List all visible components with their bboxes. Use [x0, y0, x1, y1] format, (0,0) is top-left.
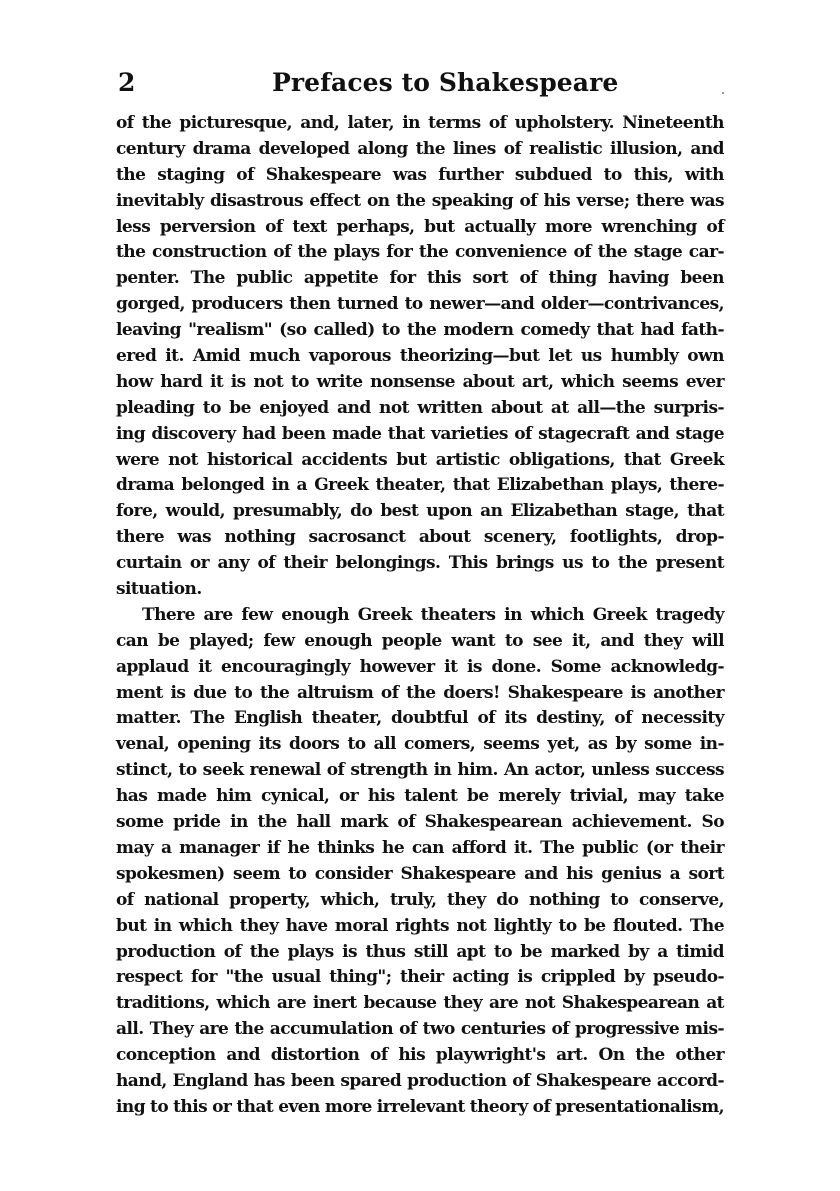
text-line: of national property, which, truly, they do nothing to conserve, — [116, 889, 724, 910]
text-line: has made him cynical, or his talent be merely trivial, may take — [116, 786, 724, 807]
text-line: were not historical accidents but artistic obligations, that Greek — [116, 449, 724, 470]
text-line: century drama developed along the lines of realistic illusion, and — [116, 138, 724, 159]
text-line: applaud it encouragingly however it is done. Some acknowledg- — [116, 656, 724, 677]
text-line: ing to this or that even more irrelevant theory of presentationalism, — [116, 1096, 724, 1117]
text-line: penter. The public appetite for this sort of thing having been — [116, 268, 724, 289]
text-line: fore, would, presumably, do best upon an Elizabethan stage, that — [116, 501, 724, 522]
text-line: can be played; few enough people want to see it, and they will — [116, 630, 724, 651]
running-head — [116, 66, 726, 106]
text-line: ing discovery had been made that varieties of stagecraft and stage — [116, 423, 724, 444]
text-line: leaving "realism" (so called) to the modern comedy that had fath- — [116, 320, 724, 341]
paragraph-end-line: situation. — [116, 579, 202, 600]
text-line: curtain or any of their belongings. This brings us to the present — [116, 553, 724, 574]
book-title: Prefaces to Shakespeare — [272, 68, 619, 97]
paragraph-start-line: There are few enough Greek theaters in which Greek tragedy — [142, 604, 724, 625]
text-line: stinct, to seek renewal of strength in him. An actor, unless success — [116, 760, 724, 781]
text-line: venal, opening its doors to all comers, seems yet, as by some in- — [116, 734, 724, 755]
text-line: may a manager if he thinks he can afford it. The public (or their — [116, 837, 724, 858]
text-line: production of the plays is thus still apt to be marked by a timid — [116, 941, 724, 962]
text-line: respect for "the usual thing"; their acting is crippled by pseudo- — [116, 967, 724, 988]
text-line: some pride in the hall mark of Shakespearean achievement. So — [116, 812, 724, 833]
text-line: all. They are the accumulation of two centuries of progressive mis- — [116, 1019, 724, 1040]
print-speck — [722, 92, 724, 94]
text-line: spokesmen) seem to consider Shakespeare and his genius a sort — [116, 863, 724, 884]
text-line: pleading to be enjoyed and not written about at all—the surpris- — [116, 397, 724, 418]
text-line: how hard it is not to write nonsense about art, which seems ever — [116, 371, 724, 392]
text-line: ered it. Amid much vaporous theorizing—but let us humbly own — [116, 346, 724, 367]
text-line: of the picturesque, and, later, in terms of upholstery. Nineteenth — [116, 113, 724, 133]
text-line: conception and distortion of his playwright's art. On the other — [116, 1045, 724, 1066]
text-line: but in which they have moral rights not lightly to be flouted. The — [116, 915, 724, 936]
text-line: hand, England has been spared production of Shakespeare accord- — [116, 1070, 724, 1091]
text-line: drama belonged in a Greek theater, that Elizabethan plays, there- — [116, 475, 724, 496]
text-line: matter. The English theater, doubtful of its destiny, of necessity — [116, 708, 724, 729]
text-line: less perversion of text perhaps, but actually more wrenching of — [116, 216, 724, 237]
text-line: the staging of Shakespeare was further subdued to this, with — [116, 164, 724, 185]
page-number: 2 — [118, 68, 136, 97]
text-line: traditions, which are inert because they are not Shakespearean at — [116, 993, 724, 1014]
text-line: the construction of the plays for the convenience of the stage car- — [116, 242, 724, 263]
text-line: gorged, producers then turned to newer—and older—contrivances, — [116, 294, 724, 315]
text-line: there was nothing sacrosanct about scenery, footlights, drop- — [116, 527, 724, 548]
text-line: ment is due to the altruism of the doers! Shakespeare is another — [116, 682, 724, 703]
text-line: inevitably disastrous effect on the speaking of his verse; there was — [116, 190, 724, 211]
body-text — [116, 111, 724, 1121]
